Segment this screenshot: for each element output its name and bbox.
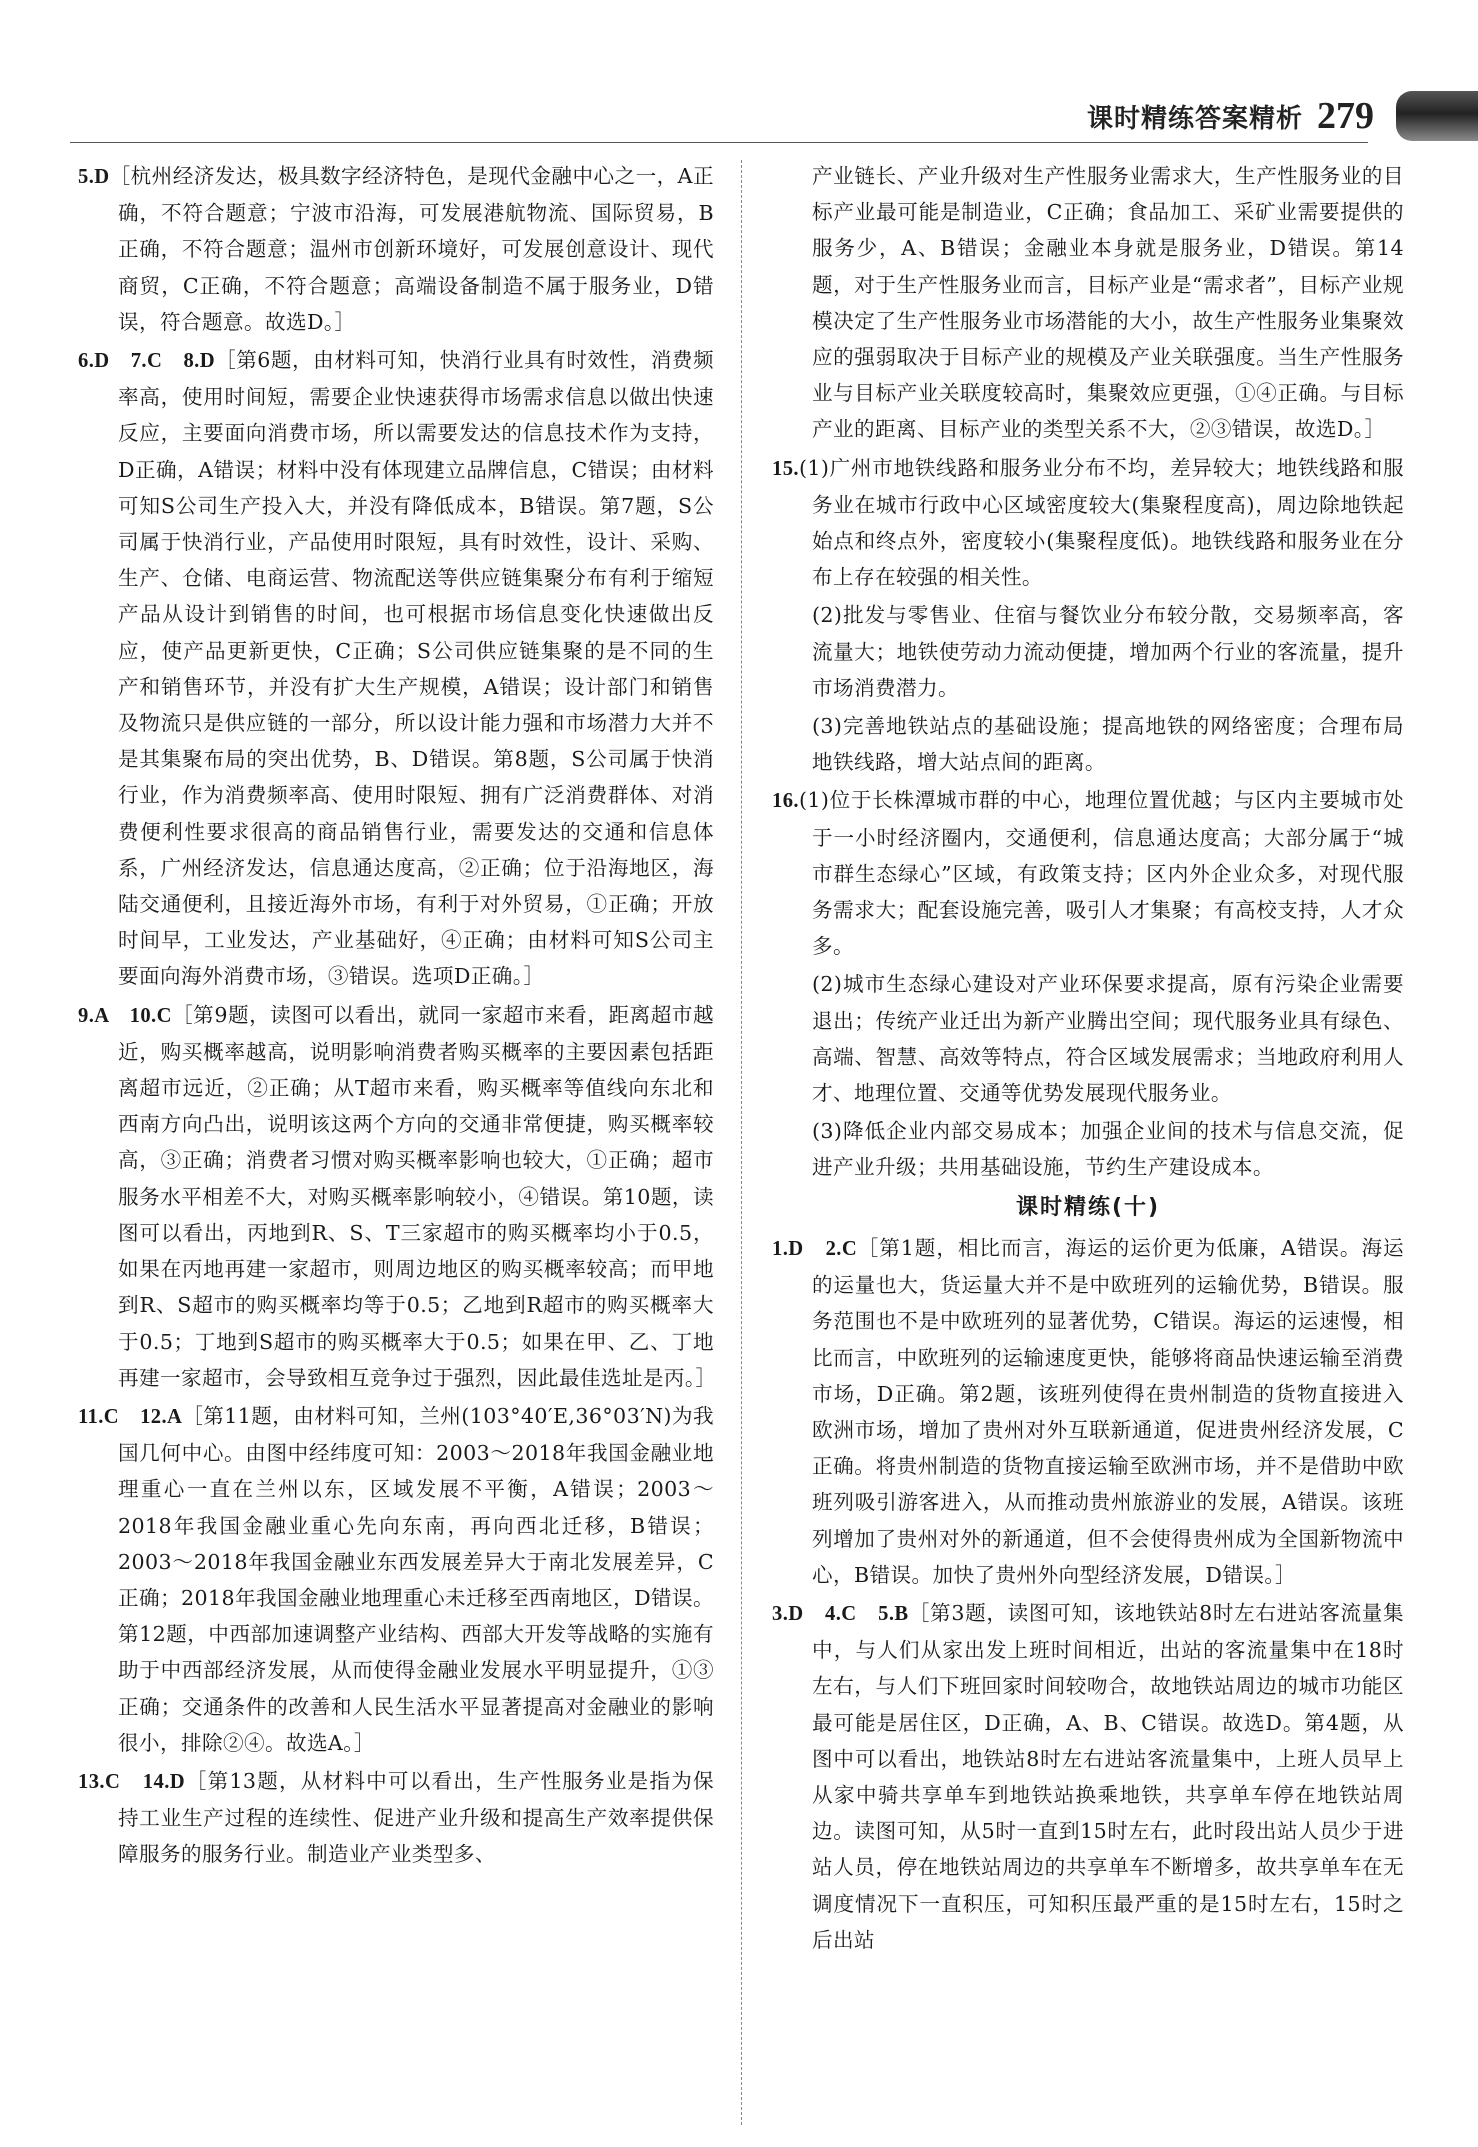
answer-subpart: (3)完善地铁站点的基础设施；提高地铁的网络密度；合理布局地铁线路，增大站点间的距离。 [812, 714, 1404, 775]
answer-entry: 11.C 12.A［第11题，由材料可知，兰州(103°40′E,36°03′N)为我国几何中心。由图中经纬度可知：2003～2018年我国金融业地理重心一直在兰州以东，区域发展不平衡，A错误；2003～2018年我国金融业重心先向东南，再向西北迁移，B错误；2003～2018年我国金融业东西发展差异大于南北发展差异，C正确；2018年我国金融业地理重心未迁移至西南地区，D错误。第12题，中西部加速调整产业结构、西部大开发等战略的实施有助于中西部经济发展，从而使得金融业发展水平明显提升，①③正确；交通条件的改善和人民生活水平显著提高对金融业的影响很小，排除②④。故选A。］ [78, 1403, 714, 1755]
answer-entry: 5.D［杭州经济发达，极具数字经济特色，是现代金融中心之一，A正确，不符合题意；宁波市沿海，可发展港航物流、国际贸易，B正确，不符合题意；温州市创新环境好，可发展创意设计、现代商贸，C正确，不符合题意；高端设备制造不属于服务业，D错误，符合题意。故选D。］ [78, 164, 714, 334]
answer-entry: 13.C 14.D［第13题，从材料中可以看出，生产性服务业是指为保持工业生产过程的连续性、促进产业升级和提高生产效率提供保障服务的服务行业。制造业产业类型多、 [78, 1768, 714, 1867]
column-divider [741, 160, 742, 2125]
answer-entry-q16: 16.(1)位于长株潭城市群的中心，地理位置优越；与区内主要城市处于一小时经济圈内，交通便利，信息通达度高；大部分属于“城市群生态绿心”区域，有政策支持；区内外企业众多，对现代服务需求大；配套设施完善，吸引人才集聚；有高校支持，人才众多。 [772, 788, 1404, 959]
answer-entry: 1.D 2.C［第1题，相比而言，海运的运价更为低廉，A错误。海运的运量也大，货运量大并不是中欧班列的运输优势，B错误。服务范围也不是中欧班列的显著优势，C错误。海运的运速慢，相比而言，中欧班列的运输速度更快，能够将商品快速运输至消费市场，D正确。第2题，该班列使得在贵州制造的货物直接进入欧洲市场，增加了贵州对外互联新通道，促进贵州经济发展，C正确。将贵州制造的货物直接运输至欧洲市场，并不是借助中欧班列吸引游客进入，从而推动贵州旅游业的发展，A错误。该班列增加了贵州对外的新通道，但不会使得贵州成为全国新物流中心，B错误。加快了贵州外向型经济发展，D错误。］ [772, 1235, 1404, 1587]
answer-entry: 9.A 10.C［第9题，读图可以看出，就同一家超市来看，距离超市越近，购买概率越高，说明影响消费者购买概率的主要因素包括距离超市远近，②正确；从T超市来看，购买概率等值线向东北和西南方向凸出，说明该这两个方向的交通非常便捷，购买概率较高，③正确；消费者习惯对购买概率影响也较大，①正确；超市服务水平相差不大，对购买概率影响较小，④错误。第10题，读图可以看出，丙地到R、S、T三家超市的购买概率均小于0.5，如果在丙地再建一家超市，则周边地区的购买概率较高；而甲地到R、S超市的购买概率均等于0.5；乙地到R超市的购买概率大于0.5；丁地到S超市的购买概率大于0.5；如果在甲、乙、丁地再建一家超市，会导致相互竞争过于强烈，因此最佳选址是丙。］ [78, 1002, 717, 1390]
answer-entry: 3.D 4.C 5.B［第3题，读图可知，该地铁站8时左右进站客流量集中，与人们从家出发上班时间相近，出站的客流量集中在18时左右，与人们下班回家时间较吻合，故地铁站周边的城市功能区最可能是居住区，D正确，A、B、C错误。故选D。第4题，从图中可以看出，地铁站8时左右进站客流量集中，上班人员早上从家中骑共享单车到地铁站换乘地铁，共享单车停在地铁站周边。读图可知，从5时一直到15时左右，此时段出站人员少于进站人员，停在地铁站周边的共享单车不断增多，故共享单车在无调度情况下一直积压，可知积压最严重的是15时左右，15时之后出站 [772, 1600, 1404, 1952]
answer-subpart: (2)批发与零售业、住宿与餐饮业分布较分散，交易频率高，客流量大；地铁使劳动力流动便捷，增加两个行业的客流量，提升市场消费潜力。 [812, 603, 1404, 700]
header-tab-decoration [1396, 91, 1478, 141]
page-number: 279 [1317, 95, 1374, 137]
answer-entry-q15: 15.(1)广州市地铁线路和服务业分布不均，差异较大；地铁线路和服务业在城市行政中心区域密度较大(集聚程度高)，周边除地铁起始点和终点外，密度较小(集聚程度低)。地铁线路和服务业在分布上存在较强的相关性。 [772, 455, 1404, 590]
right-column [772, 158, 1404, 1960]
answer-entry: 6.D 7.C 8.D［第6题，由材料可知，快消行业具有时效性，消费频率高，使用时间短，需要企业快速获得市场需求信息以做出快速反应，主要面向消费市场，所以需要发达的信息技术作为支持，D正确，A错误；材料中没有体现建立品牌信息，C错误；由材料可知S公司生产投入大，并没有降低成本，B错误。第7题，S公司属于快消行业，产品使用时限短，具有时效性，设计、采购、生产、仓储、电商运营、物流配送等供应链集聚分布有利于缩短产品从设计到销售的时间，也可根据市场信息变化快速做出反应，使产品更新更快，C正确；S公司供应链集聚的是不同的生产和销售环节，并没有扩大生产规模，A错误；设计部门和销售及物流只是供应链的一部分，所以设计能力强和市场潜力大并不是其集聚布局的突出优势，B、D错误。第8题，S公司属于快消行业，作为消费频率高、使用时限短、拥有广泛消费群体、对消费便利性要求很高的商品销售行业，需要发达的交通和信息体系，广州经济发达，信息通达度高，②正确；位于沿海地区，海陆交通便利，且接近海外市场，有利于对外贸易，①正确；开放时间早，工业发达，产业基础好，④正确；由材料可知S公司主要面向海外消费市场，③错误。选项D正确。］ [78, 348, 714, 989]
page-header [1087, 92, 1478, 140]
section-title: 课时精练(十) [1015, 1194, 1161, 1220]
left-column [78, 158, 717, 1875]
answer-continuation: 产业链长、产业升级对生产性服务业需求大，生产性服务业的目标产业最可能是制造业，C正确；食品加工、采矿业需要提供的服务少，A、B错误；金融业本身就是服务业，D错误。第14题，对于生产性服务业而言，目标产业是“需求者”，目标产业规模决定了生产性服务业市场潜能的大小，故生产性服务业集聚效应的强弱取决于目标产业的规模及产业关联强度。当生产性服务业与目标产业关联度较高时，集聚效应更强，①④正确。与目标产业的距离、目标产业的类型关系不大，②③错误，故选D。］ [812, 164, 1404, 442]
answer-subpart: (2)城市生态绿心建设对产业环保要求提高，原有污染企业需要退出；传统产业迁出为新产业腾出空间；现代服务业具有绿色、高端、智慧、高效等特点，符合区域发展需求；当地政府利用人才、地理位置、交通等优势发展现代服务业。 [812, 972, 1404, 1106]
header-title: 课时精练答案精析 [1086, 103, 1303, 134]
header-rule [70, 142, 1368, 143]
answer-subpart: (3)降低企业内部交易成本；加强企业间的技术与信息交流，促进产业升级；共用基础设施，节约生产建设成本。 [812, 1119, 1404, 1180]
